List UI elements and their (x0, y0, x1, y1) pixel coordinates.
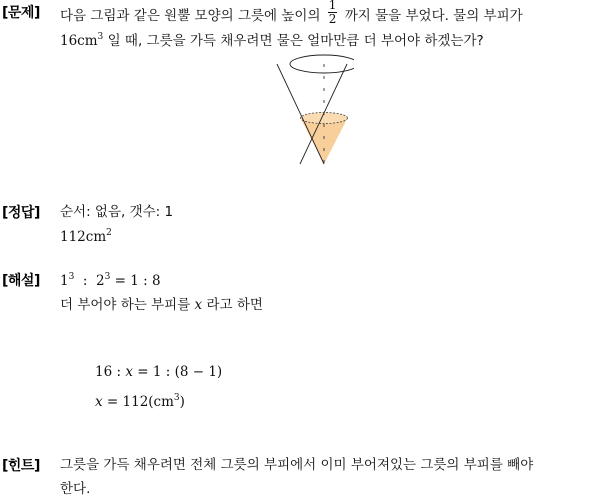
height-fraction (328, 0, 338, 26)
variable-x: x (194, 297, 203, 313)
solution-label: [해설] (2, 273, 40, 289)
eq1-left: 16 : (95, 364, 122, 380)
problem-text-before-fraction: 다음 그림과 같은 원뿔 모양의 그릇에 높이의 (60, 8, 321, 24)
fraction-numerator: 1 (328, 0, 337, 12)
equation-proportion (95, 364, 222, 380)
answer-value-exponent: 2 (106, 228, 112, 238)
ratio-term-b-exponent: 3 (104, 272, 111, 282)
hint-line-2: 한다. (60, 481, 91, 497)
hint-label: [힌트] (2, 458, 40, 474)
ratio-result: = 1 : 8 (114, 273, 161, 289)
hint-line-1: 그릇을 가득 채우려면 전체 그릇의 부피에서 이미 부어져있는 그릇의 부피를 빼야 (60, 457, 534, 473)
ratio-term-a-exponent: 3 (68, 272, 75, 282)
solution-text-before-var: 더 부어야 하는 부피를 (60, 297, 191, 313)
eq2-exponent: 3 (173, 393, 180, 403)
problem-text-after-fraction: 까지 물을 부었다. 물의 부피가 (344, 8, 523, 24)
answer-label: [정답] (2, 205, 40, 221)
eq1-variable: x (125, 364, 133, 380)
answer-meta: 순서: 없음, 갯수: 1 (60, 204, 174, 220)
solution-ratio: $1^3$ : $2^3 = 1$ : 8 (60, 272, 161, 289)
problem-line-2 (60, 32, 484, 50)
water-volume: 16cm (60, 33, 98, 49)
solution-text-after-var: 라고 하면 (206, 297, 263, 313)
answer-value: 112cm (60, 229, 107, 245)
problem-line-1 (60, 0, 523, 26)
water-volume-exponent: 3 (97, 32, 104, 42)
eq2-right: = 112(cm (106, 394, 174, 410)
eq1-right: = 1 : (8 − 1) (137, 364, 223, 380)
problem-question-text: 일 때, 그릇을 가득 채우려면 물은 얼마만큼 더 부어야 하겠는가? (107, 33, 484, 49)
fraction-denominator: 2 (328, 12, 337, 26)
problem-label: [문제] (2, 5, 40, 21)
equation-result (95, 394, 185, 410)
ratio-term-b: 2 (96, 273, 105, 289)
cone-figure (274, 52, 354, 168)
eq2-close: ) (179, 394, 185, 410)
ratio-term-a: 1 (60, 273, 69, 289)
answer-value-line (60, 228, 112, 246)
eq2-variable: x (95, 394, 103, 410)
solution-line-2 (60, 296, 263, 314)
